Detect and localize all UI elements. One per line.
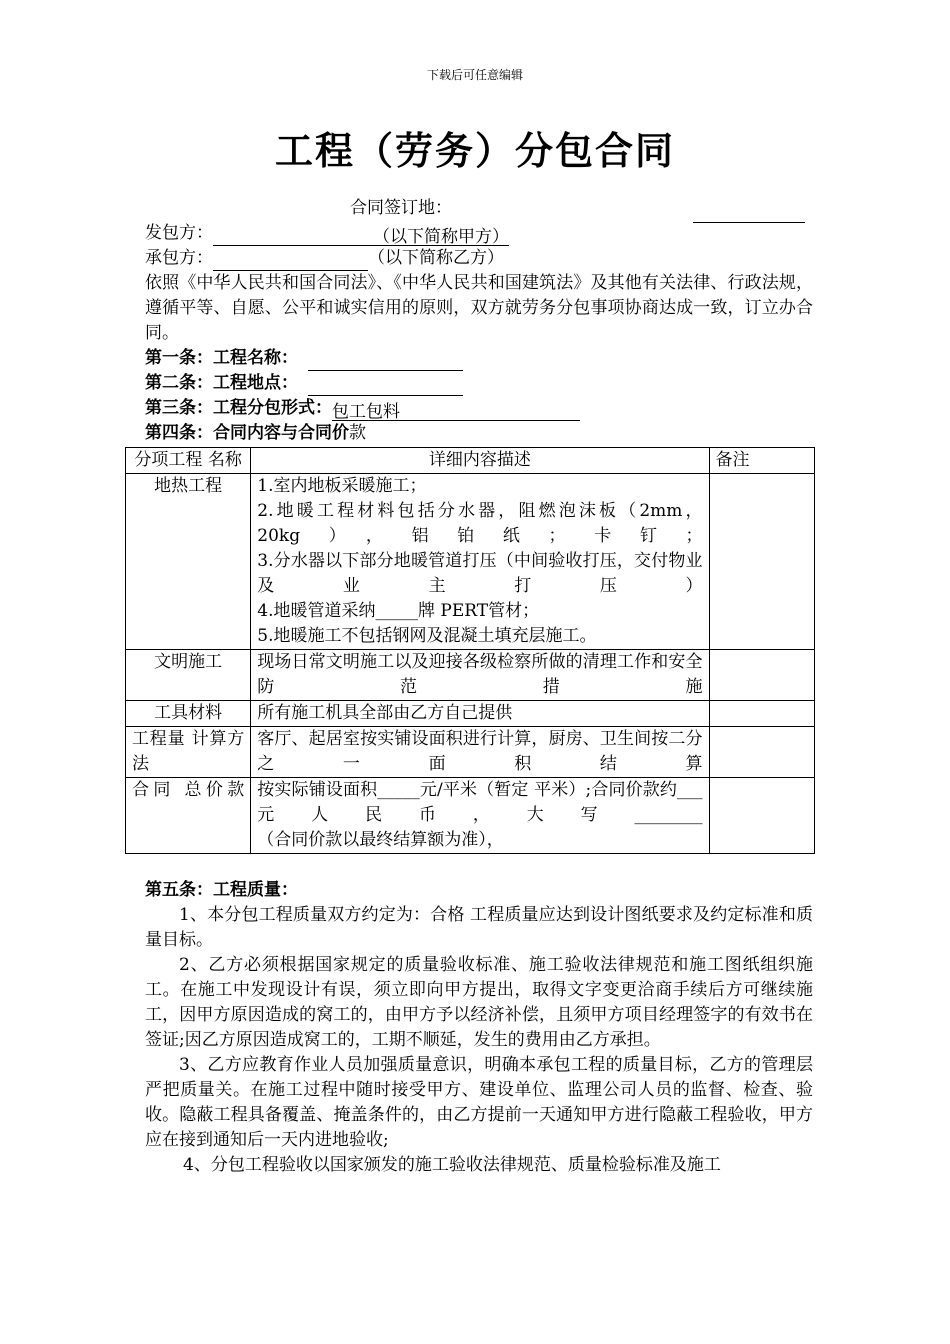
desc-line: 2.地暖工程材料包括分水器，阻燃泡沫板（2mm，20kg），铝铂纸；卡钉；: [257, 501, 703, 546]
desc-line: 5.地暖施工不包括钢网及混凝土填充层施工。: [257, 626, 597, 646]
article-3: 第三条：工程分包形式：: [145, 398, 332, 418]
desc-line: 所有施工机具全部由乙方自己提供: [257, 703, 513, 723]
header-remarks: 备注: [709, 448, 814, 474]
row-description: [251, 474, 709, 650]
article-2: 第二条：工程地点：: [145, 373, 298, 393]
row-remarks: [709, 474, 814, 650]
desc-line: 4.地暖管道采纳_____牌 PERT管材；: [257, 601, 540, 621]
table-row: [126, 778, 815, 854]
row-description: [251, 778, 709, 854]
contract-body: [145, 196, 813, 446]
desc-line: 1.室内地板采暖施工；: [257, 476, 427, 496]
row-description: [251, 701, 709, 727]
row-remarks: [709, 650, 814, 701]
party-a-blank: [213, 225, 373, 246]
party-a-suffix: （以下简称甲方）: [373, 227, 509, 247]
intro-paragraph: 依照《中华人民共和国合同法》、《中华人民共和国建筑法》及其他有关法律、行政法规，遵循平等、自愿、公平和诚实信用的原则，双方就劳务分包事项协商达成一致，订立办合同。: [145, 273, 813, 343]
desc-line: （合同价款以最终结算额为准），: [257, 830, 504, 850]
article-4: 第四条：合同内容与合同价: [145, 423, 349, 443]
desc-line: 客厅、起居室按实铺设面积进行计算，厨房、卫生间按二分之一面积结算: [257, 729, 703, 774]
quality-para-4: 4、分包工程验收以国家颁发的施工验收法律规范、质量检验标准及施工: [183, 1155, 721, 1175]
row-remarks: [709, 778, 814, 854]
table-row: [126, 474, 815, 650]
party-b-suffix: （以下简称乙方）: [368, 248, 504, 268]
row-name: 工程量 计算方法: [126, 727, 251, 778]
header-item-name: 分项工程 名称: [126, 448, 251, 474]
quality-para-3: 3、乙方应教育作业人员加强质量意识，明确本承包工程的质量目标，乙方的管理层严把质量关。在施工过程中随时接受甲方、建设单位、监理公司人员的监督、检查、验收。隐蔽工程具备覆盖、掩盖条件的，由乙方提前一天通知甲方进行隐蔽工程验收，甲方应在接到通知后一天内进地验收;: [145, 1055, 813, 1150]
article-5: 第五条：工程质量：: [145, 880, 298, 900]
quality-para-1: 1、本分包工程质量双方约定为：合格 工程质量应达到设计图纸要求及约定标准和质量目标。: [145, 905, 813, 950]
quality-para-2: 2、乙方必须根据国家规定的质量验收标准、施工验收法律规范和施工图纸组织施工。在施工中发现设计有误，须立即向甲方提出，取得文字变更洽商手续后方可继续施工，因甲方原因造成的窝工的，由甲方予以经济补偿，且须甲方项目经理签字的有效书在签证;因乙方原因造成窝工的，工期不顺延，发生的费用由乙方承担。: [145, 955, 813, 1050]
row-remarks: [709, 701, 814, 727]
article-4-tail: 款: [349, 423, 366, 443]
table-row: [126, 650, 815, 701]
article-1: 第一条：工程名称：: [145, 348, 298, 368]
project-location-blank: [308, 375, 463, 396]
table-row: [126, 701, 815, 727]
header-note: 下载后可任意编辑: [426, 68, 523, 82]
row-name: 地热工程: [126, 474, 251, 650]
desc-line: 按实际铺设面积_____元/平米（暂定 平米）;合同价款约___元人民币，大写________: [257, 780, 703, 825]
row-remarks: [709, 727, 814, 778]
project-name-blank: [308, 350, 463, 371]
article-3-value: 包工包料: [332, 400, 580, 421]
desc-line: 现场日常文明施工以及迎接各级检察所做的清理工作和安全防范措施: [257, 652, 703, 697]
row-name: 合同 总价款: [126, 778, 251, 854]
row-name: 工具材料: [126, 701, 251, 727]
table-header-row: [126, 448, 815, 474]
contract-items-table: [125, 447, 815, 854]
party-b-blank: [213, 250, 368, 271]
row-description: [251, 650, 709, 701]
contract-title: 工程（劳务）分包合同: [274, 128, 675, 173]
sign-place-label: 合同签订地：: [350, 198, 452, 218]
row-name: 文明施工: [126, 650, 251, 701]
desc-line: 3.分水器以下部分地暖管道打压（中间验收打压，交付物业及业主打压）: [257, 551, 703, 596]
header-description: 详细内容描述: [251, 448, 709, 474]
quality-section: [145, 878, 813, 1178]
table-row: [126, 727, 815, 778]
party-b-label: 承包方：: [145, 248, 213, 268]
party-a-label: 发包方：: [145, 223, 213, 243]
row-description: [251, 727, 709, 778]
